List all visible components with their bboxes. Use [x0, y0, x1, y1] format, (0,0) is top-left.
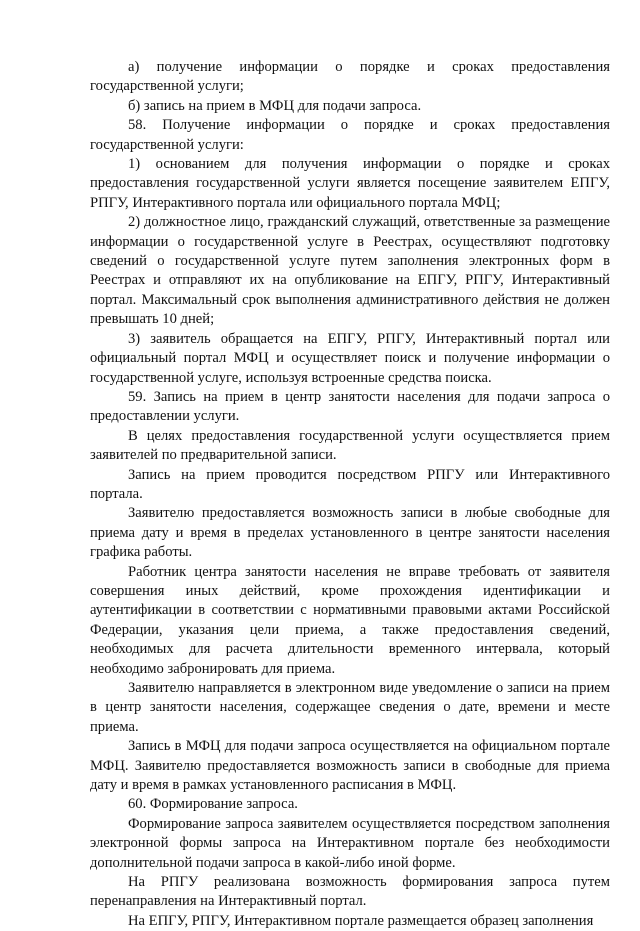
paragraph: Запись в МФЦ для подачи запроса осуществляется на официальном портале МФЦ. Заявителю предоставляется возможность записи в свободные для приема дату и время в рамках установленного расписания в МФЦ.	[90, 738, 610, 794]
paragraph: Запись на прием проводится посредством РПГУ или Интерактивного портала.	[90, 466, 610, 502]
document-page	[90, 58, 610, 931]
paragraph: 60. Формирование запроса.	[128, 796, 298, 813]
paragraph: 59. Запись на прием в центр занятости населения для подачи запроса о предоставлении услуги.	[90, 388, 610, 425]
paragraph: 3) заявитель обращается на ЕПГУ, РПГУ, Интерактивный портал или официальный портал МФЦ и осуществляет поиск и получение информации о государственной услуге, используя встроенные средства поиска.	[90, 330, 610, 386]
paragraph: Работник центра занятости населения не вправе требовать от заявителя совершения иных действий, кроме прохождения идентификации и аутентификации в соответствии с нормативными правовыми актами Российской Федерации, указания цели приема, а также предоставления сведений, необходимых для расчета длительности временного интервала, который необходимо забронировать для приема.	[90, 563, 610, 677]
paragraph: 58. Получение информации о порядке и сроках предоставления государственной услуги:	[90, 117, 610, 153]
paragraph: На РПГУ реализована возможность формирования запроса путем перенаправления на Интерактивный портал.	[90, 874, 610, 910]
paragraph: Заявителю направляется в электронном виде уведомление о записи на прием в центр занятости населения, содержащее сведения о дате, времени и месте приема.	[90, 680, 610, 735]
paragraph: Заявителю предоставляется возможность записи в любые свободные для приема дату и время в пределах установленного в центре занятости населения графика работы.	[90, 505, 610, 561]
paragraph: В целях предоставления государственной услуги осуществляется прием заявителей по предварительной записи.	[90, 427, 610, 464]
paragraph: б) запись на прием в МФЦ для подачи запроса.	[128, 97, 422, 114]
paragraph: Формирование запроса заявителем осуществляется посредством заполнения электронной формы запроса на Интерактивном портале без необходимости дополнительной подачи запроса в какой-либо иной форме.	[90, 815, 610, 871]
paragraph: а) получение информации о порядке и сроках предоставления государственной услуги;	[90, 59, 610, 95]
paragraph: На ЕПГУ, РПГУ, Интерактивном портале размещается образец заполнения	[128, 912, 594, 929]
paragraph: 1) основанием для получения информации о порядке и сроках предоставления государственной услуги является посещение заявителем ЕПГУ, РПГУ, Интерактивного портала или официального портала МФЦ;	[90, 156, 610, 211]
paragraph: 2) должностное лицо, гражданский служащий, ответственные за размещение информации о государственной услуге в Реестрах, осуществляют подготовку сведений о государственной услуге путем заполнения электронных форм в Реестрах и отправляют их на опубликование на ЕПГУ, РПГУ, Интерактивный портал. Максимальный срок выполнения административного действия не должен превышать 10 дней;	[90, 214, 610, 328]
